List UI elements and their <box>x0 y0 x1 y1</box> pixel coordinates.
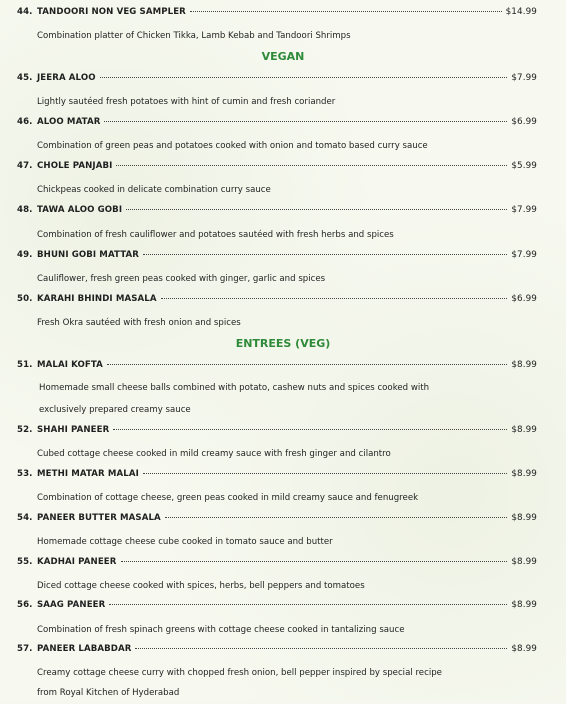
item-description: Homemade cottage cheese cube cooked in tomato sauce and butter <box>37 537 333 547</box>
dot-leader <box>100 76 508 78</box>
item-description: Combination of green peas and potatoes cooked with onion and tomato based curry sauce <box>37 141 428 151</box>
item-name: PANEER LABABDAR <box>37 644 132 654</box>
dot-leader <box>126 208 507 210</box>
dot-leader <box>161 297 508 299</box>
menu-item-47 <box>17 161 537 175</box>
item-number: 55. <box>17 557 33 567</box>
item-name: MALAI KOFTA <box>37 360 103 370</box>
item-description: Lightly sautéed fresh potatoes with hint of cumin and fresh coriander <box>37 97 336 107</box>
item-price: $8.99 <box>511 360 537 370</box>
item-description: Combination of fresh spinach greens with cottage cheese cooked in tantalizing sauce <box>37 625 405 635</box>
dot-leader <box>109 603 507 605</box>
item-name: METHI MATAR MALAI <box>37 469 139 479</box>
item-description-continued: from Royal Kitchen of Hyderabad <box>37 688 180 698</box>
menu-item-48 <box>17 205 537 219</box>
menu-item-44 <box>17 7 537 21</box>
item-price: $8.99 <box>511 557 537 567</box>
item-number: 48. <box>17 205 33 215</box>
item-name: CHOLE PANJABI <box>37 161 113 171</box>
item-price: $7.99 <box>511 73 537 83</box>
item-price: $8.99 <box>511 644 537 654</box>
item-number: 50. <box>17 294 33 304</box>
item-number: 56. <box>17 600 33 610</box>
dot-leader <box>143 253 507 255</box>
item-number: 53. <box>17 469 33 479</box>
item-number: 44. <box>17 7 33 17</box>
item-name: KADHAI PANEER <box>37 557 117 567</box>
item-description: Combination of cottage cheese, green peas cooked in mild creamy sauce and fenugreek <box>37 493 419 503</box>
menu-item-53 <box>17 469 537 483</box>
item-price: $8.99 <box>511 600 537 610</box>
item-name: SHAHI PANEER <box>37 425 110 435</box>
item-number: 45. <box>17 73 33 83</box>
item-price: $8.99 <box>511 425 537 435</box>
dot-leader <box>143 472 507 474</box>
item-name: ALOO MATAR <box>37 117 101 127</box>
dot-leader <box>113 428 507 430</box>
item-description: Combination of fresh cauliflower and potatoes sautéed with fresh herbs and spices <box>37 230 394 240</box>
item-name: TAWA ALOO GOBI <box>37 205 123 215</box>
item-price: $8.99 <box>511 513 537 523</box>
dot-leader <box>135 647 507 649</box>
item-name: KARAHI BHINDI MASALA <box>37 294 157 304</box>
menu-item-56 <box>17 600 537 614</box>
item-number: 51. <box>17 360 33 370</box>
item-number: 46. <box>17 117 33 127</box>
item-name: BHUNI GOBI MATTAR <box>37 250 139 260</box>
item-description: Combination platter of Chicken Tikka, Lamb Kebab and Tandoori Shrimps <box>37 31 351 41</box>
item-name: TANDOORI NON VEG SAMPLER <box>37 7 186 17</box>
dot-leader <box>165 516 508 518</box>
item-number: 49. <box>17 250 33 260</box>
item-description: Fresh Okra sautéed with fresh onion and spices <box>37 318 241 328</box>
item-price: $14.99 <box>505 7 537 17</box>
dot-leader <box>190 10 502 12</box>
dot-leader <box>107 363 507 365</box>
item-price: $7.99 <box>511 250 537 260</box>
item-description: Creamy cottage cheese curry with chopped fresh onion, bell pepper inspired by special recipe <box>37 668 442 678</box>
item-number: 47. <box>17 161 33 171</box>
item-name: PANEER BUTTER MASALA <box>37 513 161 523</box>
item-number: 54. <box>17 513 33 523</box>
item-price: $5.99 <box>511 161 537 171</box>
menu-item-55 <box>17 557 537 571</box>
menu-item-45 <box>17 73 537 87</box>
menu-item-50 <box>17 294 537 308</box>
menu-item-46 <box>17 117 537 131</box>
dot-leader <box>104 120 507 122</box>
item-description: Chickpeas cooked in delicate combination curry sauce <box>37 185 271 195</box>
item-description: Cauliflower, fresh green peas cooked with ginger, garlic and spices <box>37 274 326 284</box>
menu-item-49 <box>17 250 537 264</box>
item-description: Homemade small cheese balls combined with potato, cashew nuts and spices cooked with <box>39 383 430 393</box>
item-price: $6.99 <box>511 294 537 304</box>
item-number: 57. <box>17 644 33 654</box>
dot-leader <box>116 164 507 166</box>
menu-item-57 <box>17 644 537 658</box>
item-price: $8.99 <box>511 469 537 479</box>
section-heading-entrees-veg: ENTREES (VEG) <box>235 337 331 350</box>
item-description: Cubed cottage cheese cooked in mild creamy sauce with fresh ginger and cilantro <box>37 449 391 459</box>
menu-item-51 <box>17 360 537 374</box>
item-name: SAAG PANEER <box>37 600 106 610</box>
item-description: Diced cottage cheese cooked with spices, herbs, bell peppers and tomatoes <box>37 581 365 591</box>
item-number: 52. <box>17 425 33 435</box>
menu-item-52 <box>17 425 537 439</box>
item-price: $7.99 <box>511 205 537 215</box>
item-name: JEERA ALOO <box>37 73 96 83</box>
item-description-continued: exclusively prepared creamy sauce <box>39 405 191 415</box>
section-heading-vegan: VEGAN <box>261 50 305 63</box>
dot-leader <box>121 560 508 562</box>
menu-item-54 <box>17 513 537 527</box>
item-price: $6.99 <box>511 117 537 127</box>
